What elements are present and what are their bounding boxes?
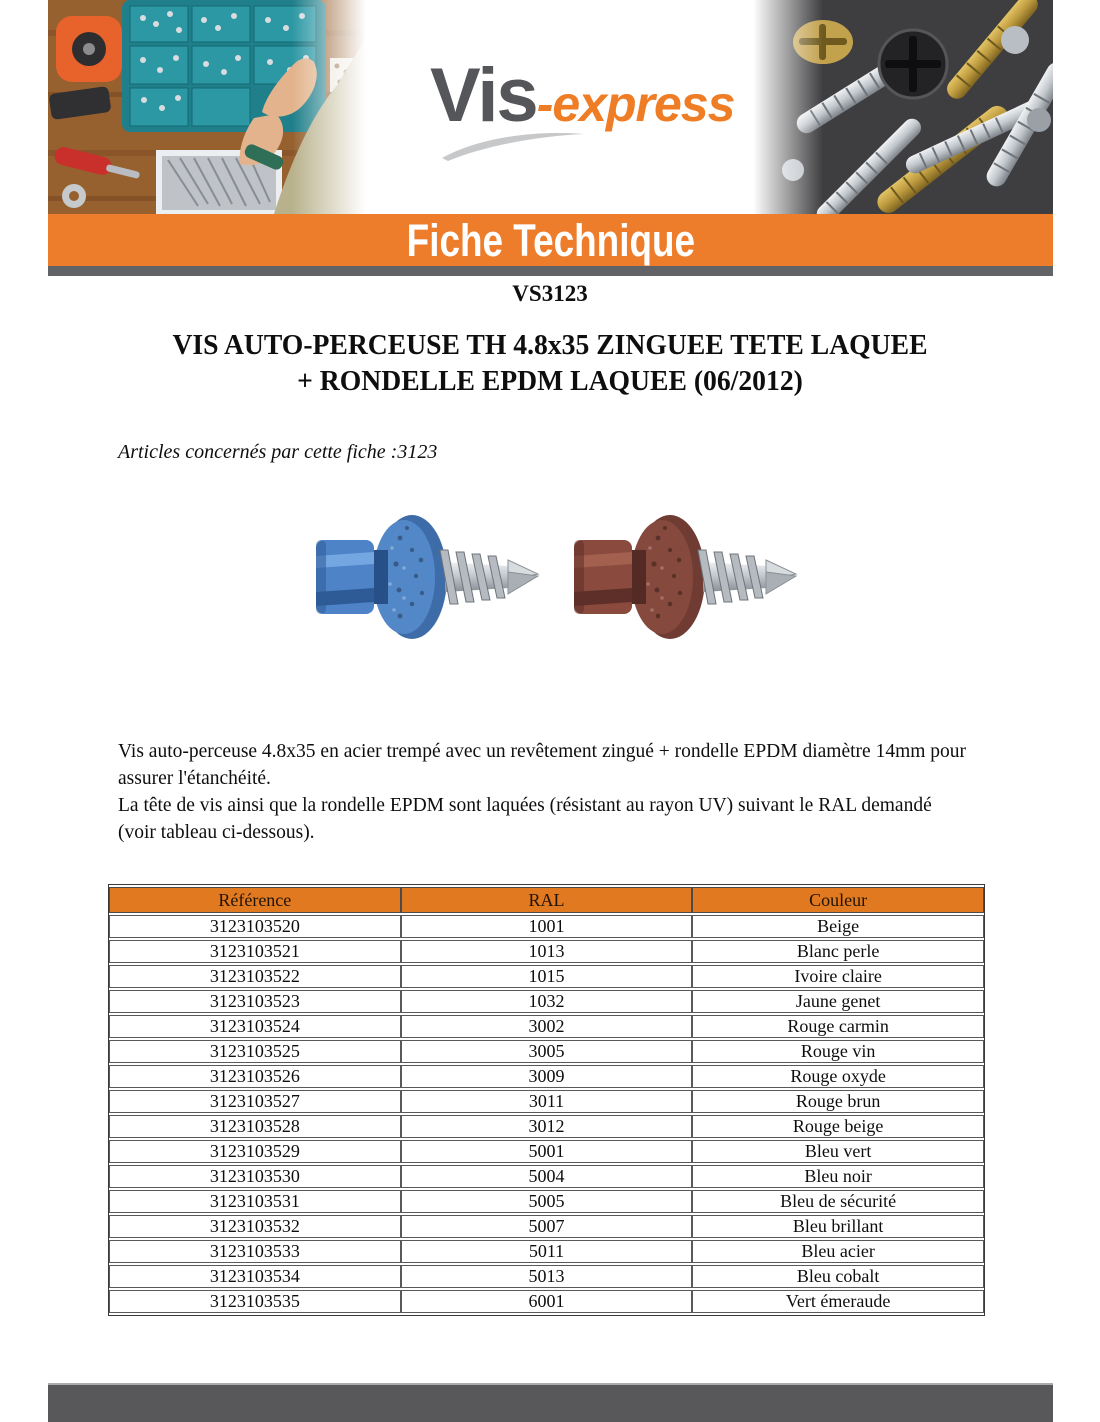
reference-cell: 3123103520 bbox=[109, 915, 401, 938]
table-row bbox=[109, 915, 984, 938]
product-title-line2: + RONDELLE EPDM LAQUEE (06/2012) bbox=[297, 366, 803, 397]
description-line1: Vis auto-perceuse 4.8x35 en acier trempé avec un revêtement zingué + rondelle EPDM diamètre 14mm pour assurer l'étanchéité. bbox=[118, 741, 967, 789]
reference-cell: 3123103524 bbox=[109, 1015, 401, 1038]
couleur-cell: Bleu noir bbox=[692, 1165, 984, 1188]
reference-cell: 3123103528 bbox=[109, 1115, 401, 1138]
product-description bbox=[118, 738, 974, 846]
header-row bbox=[109, 887, 984, 913]
couleur-cell: Bleu acier bbox=[692, 1240, 984, 1263]
logo-area bbox=[366, 0, 753, 214]
ral-cell: 3009 bbox=[401, 1065, 693, 1088]
table-row bbox=[109, 1290, 984, 1313]
workbench-photo bbox=[48, 0, 366, 214]
ral-cell: 5005 bbox=[401, 1190, 693, 1213]
couleur-cell: Bleu vert bbox=[692, 1140, 984, 1163]
couleur-cell: Bleu brillant bbox=[692, 1215, 984, 1238]
reference-cell: 3123103533 bbox=[109, 1240, 401, 1263]
column-header-reference: Référence bbox=[109, 887, 401, 913]
column-header-couleur: Couleur bbox=[692, 887, 984, 913]
ral-cell: 5011 bbox=[401, 1240, 693, 1263]
brown-screw-image bbox=[558, 498, 800, 656]
reference-cell: 3123103527 bbox=[109, 1090, 401, 1113]
ral-cell: 3011 bbox=[401, 1090, 693, 1113]
banner-title: Fiche Technique bbox=[406, 214, 695, 266]
table-row bbox=[109, 1265, 984, 1288]
product-code: VS3123 bbox=[512, 281, 588, 306]
couleur-cell: Bleu de sécurité bbox=[692, 1190, 984, 1213]
ral-cell: 3012 bbox=[401, 1115, 693, 1138]
fiche-technique-banner bbox=[48, 214, 1053, 266]
table-row bbox=[109, 1190, 984, 1213]
table-row bbox=[109, 940, 984, 963]
table-row bbox=[109, 1090, 984, 1113]
color-table-body bbox=[109, 915, 984, 1313]
couleur-cell: Bleu cobalt bbox=[692, 1265, 984, 1288]
table-row bbox=[109, 1040, 984, 1063]
header bbox=[48, 0, 1053, 214]
ral-cell: 1015 bbox=[401, 965, 693, 988]
ral-cell: 1013 bbox=[401, 940, 693, 963]
couleur-cell: Blanc perle bbox=[692, 940, 984, 963]
couleur-cell: Jaune genet bbox=[692, 990, 984, 1013]
table-row bbox=[109, 1015, 984, 1038]
logo-text-vis: Vis bbox=[430, 53, 537, 138]
table-head bbox=[109, 887, 984, 913]
couleur-cell: Rouge oxyde bbox=[692, 1065, 984, 1088]
reference-cell: 3123103531 bbox=[109, 1190, 401, 1213]
workbench-photo-illustration bbox=[48, 0, 366, 214]
reference-cell: 3123103535 bbox=[109, 1290, 401, 1313]
description-line2: La tête de vis ainsi que la rondelle EPDM sont laquées (résistant au rayon UV) suivant le RAL demandé (voir tableau ci-dessous). bbox=[118, 795, 932, 843]
table-row bbox=[109, 1140, 984, 1163]
ral-cell: 1001 bbox=[401, 915, 693, 938]
ral-cell: 5001 bbox=[401, 1140, 693, 1163]
screws-pile-photo bbox=[753, 0, 1053, 214]
couleur-cell: Rouge carmin bbox=[692, 1015, 984, 1038]
table-row bbox=[109, 1165, 984, 1188]
couleur-cell: Rouge vin bbox=[692, 1040, 984, 1063]
vis-express-logo bbox=[430, 52, 734, 139]
product-images bbox=[0, 498, 1100, 656]
color-reference-table bbox=[108, 884, 985, 1316]
ral-cell: 5013 bbox=[401, 1265, 693, 1288]
reference-cell: 3123103525 bbox=[109, 1040, 401, 1063]
divider-bar bbox=[48, 266, 1053, 276]
couleur-cell: Ivoire claire bbox=[692, 965, 984, 988]
reference-cell: 3123103522 bbox=[109, 965, 401, 988]
couleur-cell: Beige bbox=[692, 915, 984, 938]
ral-cell: 1032 bbox=[401, 990, 693, 1013]
footer-bar bbox=[48, 1383, 1053, 1422]
table-row bbox=[109, 965, 984, 988]
table-row bbox=[109, 1115, 984, 1138]
screws-pile-illustration bbox=[753, 0, 1053, 214]
ral-cell: 5004 bbox=[401, 1165, 693, 1188]
reference-cell: 3123103534 bbox=[109, 1265, 401, 1288]
ral-cell: 6001 bbox=[401, 1290, 693, 1313]
ral-cell: 3002 bbox=[401, 1015, 693, 1038]
column-header-ral: RAL bbox=[401, 887, 693, 913]
table-row bbox=[109, 990, 984, 1013]
logo-swoosh-icon bbox=[438, 128, 588, 162]
reference-cell: 3123103523 bbox=[109, 990, 401, 1013]
table-row bbox=[109, 1215, 984, 1238]
reference-cell: 3123103521 bbox=[109, 940, 401, 963]
ral-cell: 3005 bbox=[401, 1040, 693, 1063]
product-title-line1: VIS AUTO-PERCEUSE TH 4.8x35 ZINGUEE TETE LAQUEE bbox=[172, 330, 928, 361]
couleur-cell: Rouge brun bbox=[692, 1090, 984, 1113]
reference-cell: 3123103529 bbox=[109, 1140, 401, 1163]
logo-text-express: -express bbox=[536, 76, 735, 132]
table-row bbox=[109, 1240, 984, 1263]
product-title bbox=[17, 328, 1084, 400]
reference-cell: 3123103526 bbox=[109, 1065, 401, 1088]
table-row bbox=[109, 1065, 984, 1088]
reference-cell: 3123103530 bbox=[109, 1165, 401, 1188]
ral-cell: 5007 bbox=[401, 1215, 693, 1238]
blue-screw-image bbox=[300, 498, 542, 656]
reference-cell: 3123103532 bbox=[109, 1215, 401, 1238]
articles-note: Articles concernés par cette fiche :3123 bbox=[118, 441, 438, 463]
couleur-cell: Vert émeraude bbox=[692, 1290, 984, 1313]
couleur-cell: Rouge beige bbox=[692, 1115, 984, 1138]
